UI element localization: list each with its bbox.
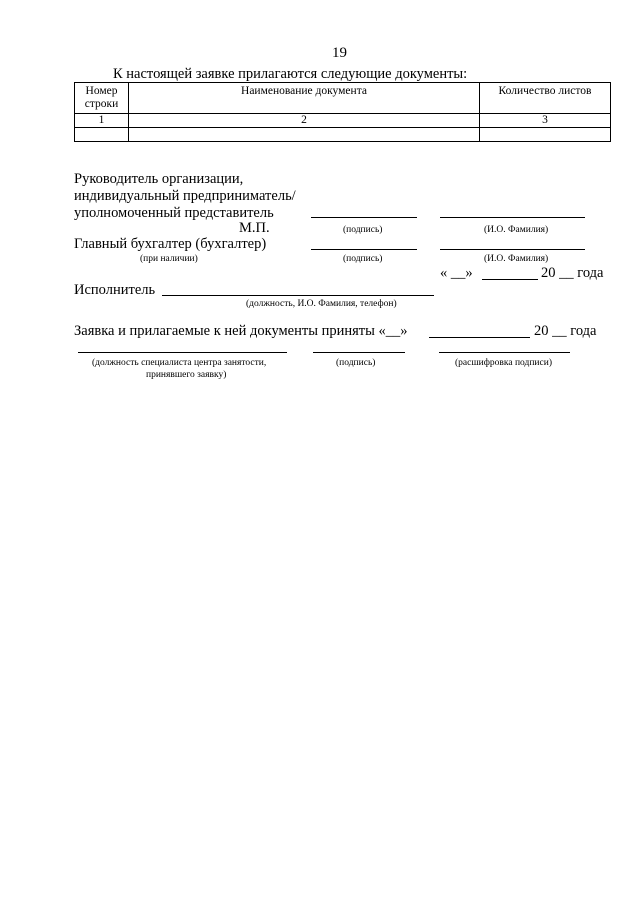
specialist-signature-caption: (подпись)	[336, 358, 376, 368]
accountant-name-caption: (И.О. Фамилия)	[484, 254, 549, 264]
specialist-position-caption-line1: (должность специалиста центра занятости,	[92, 358, 267, 368]
attachments-table	[74, 82, 611, 142]
head-signature-line[interactable]	[311, 217, 417, 218]
specialist-signature-line[interactable]	[313, 352, 405, 353]
accountant-label: Главный бухгалтер (бухгалтер)	[74, 236, 267, 252]
acceptance-text: Заявка и прилагаемые к ней документы приняты «__»	[74, 323, 408, 339]
table-row	[75, 128, 611, 142]
date-day: « __»	[440, 265, 473, 281]
table-cell	[75, 128, 129, 142]
specialist-position-caption-line2: принявшего заявку)	[146, 370, 227, 380]
head-title-line1: Руководитель организации,	[74, 171, 244, 187]
table-header-row	[75, 83, 611, 114]
executor-line[interactable]	[162, 295, 434, 296]
page-number: 19	[332, 45, 347, 61]
head-signature-caption: (подпись)	[343, 225, 383, 235]
accountant-signature-line[interactable]	[311, 249, 417, 250]
date-year: 20 __ года	[541, 265, 604, 281]
table-cell	[129, 128, 480, 142]
table-cell: 3	[480, 114, 611, 128]
head-title-line2: индивидуальный предприниматель/	[74, 188, 296, 204]
accountant-note: (при наличии)	[140, 254, 198, 264]
header-row-number: Номер строки	[75, 83, 129, 114]
table-row	[75, 114, 611, 128]
executor-caption: (должность, И.О. Фамилия, телефон)	[246, 299, 397, 309]
executor-label: Исполнитель	[74, 282, 156, 298]
acceptance-month-line[interactable]	[429, 337, 530, 338]
head-name-line[interactable]	[440, 217, 585, 218]
head-title-line3: уполномоченный представитель	[74, 205, 274, 221]
header-document-name: Наименование документа	[129, 83, 480, 114]
specialist-decoding-line[interactable]	[439, 352, 570, 353]
table-cell	[480, 128, 611, 142]
stamp-mark: М.П.	[239, 220, 270, 236]
table-cell: 2	[129, 114, 480, 128]
acceptance-year: 20 __ года	[534, 323, 597, 339]
accountant-signature-caption: (подпись)	[343, 254, 383, 264]
specialist-position-line[interactable]	[78, 352, 287, 353]
intro-text: К настоящей заявке прилагаются следующие документы:	[113, 66, 468, 82]
head-name-caption: (И.О. Фамилия)	[484, 225, 549, 235]
table-cell: 1	[75, 114, 129, 128]
date-month-line[interactable]	[482, 279, 538, 280]
specialist-decoding-caption: (расшифровка подписи)	[455, 358, 552, 368]
accountant-name-line[interactable]	[440, 249, 585, 250]
header-sheet-count: Количество листов	[480, 83, 611, 114]
